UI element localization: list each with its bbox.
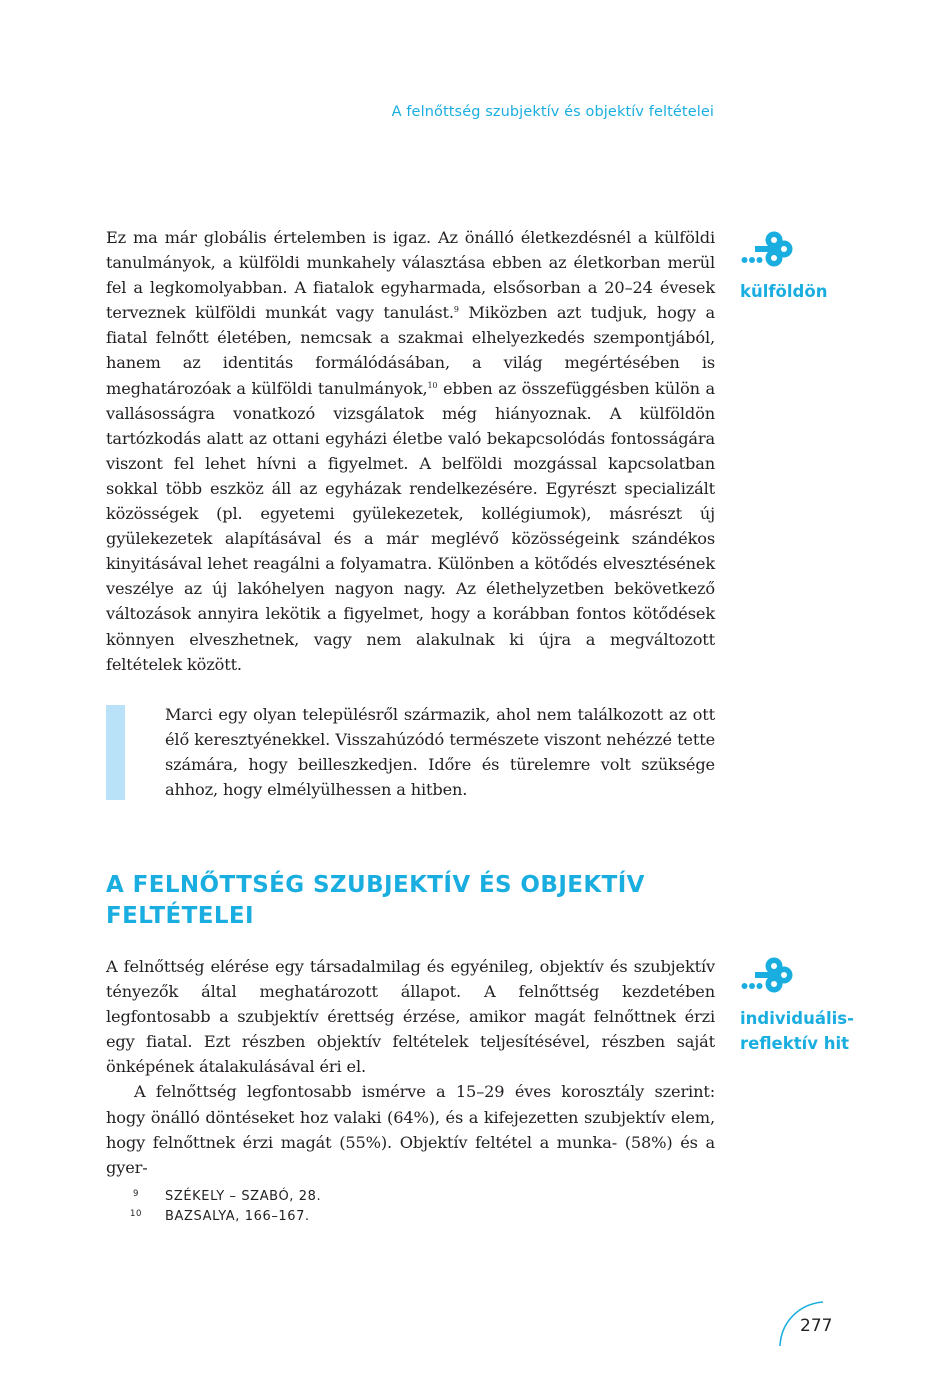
page-number: 277 [800, 1316, 833, 1336]
footnote-number: 10 [129, 1209, 143, 1219]
key-icon [741, 230, 793, 268]
para2-text: A felnőttség elérése egy társadalmilag és egyénileg, objektív és szubjektív tényezők által meghatározott állapot. A felnőttség kezdetében legfontosabb a szubjektív érettség érzése, amikor magát felnőttnek érzi egy fiatal. Ezt részben objektív feltételek teljesítésével, részben saját önképének átalakulásával éri el. [106, 957, 715, 1077]
footnote-ref-10[interactable]: 10 [427, 380, 438, 390]
body-paragraph-1 [106, 225, 715, 677]
footnote-text: SZÉKELY – SZABÓ, 28. [165, 1189, 322, 1204]
body-paragraph-2 [106, 954, 715, 1180]
footnote-number: 9 [132, 1189, 139, 1199]
section-title: A FELNŐTTSÉG SZUBJEKTÍV ÉS OBJEKTÍV FELTÉTELEI [106, 872, 645, 929]
margin-note-line-1: individuális- [740, 1009, 854, 1028]
para1-text-b: Miközben azt tudjuk, hogy a fiatal felnőtt életében, nemcsak a szakmai elhelyezkedés szempontjából, hanem az identitás formálódásában, a világ megértésében is meghatározóak a külföldi tanulmányok, [106, 303, 715, 398]
footnote-10 [122, 1207, 321, 1227]
para1-text-c: ebben az összefüggésben külön a vallásosságra vonatkozó vizsgálatok még hiányoznak. A külföldön tartózkodás alatt az ottani egyházi életbe való bekapcsolódás fontosságára viszont fel lehet hívni a figyelmet. A belföldi mozgással kapcsolatban sokkal több eszköz áll az egyházak rendelkezésére. Egyrészt specializált közösségek (pl. egyetemi gyülekezetek, kollégiumok), másrészt új gyülekezetek alapításával és a már meglévő közösségeink szándékos kinyitásával lehet reagálni a folyamatra. Különben a kötődés elvesztésének veszélye az új lakóhelyen nagyon nagy. Az élethelyzetben bekövetkező változások annyira lekötik a figyelmet, hogy a korábban fontos kötődések könnyen elveszhetnek, vagy nem alakulnak ki újra a megváltozott feltételek között. [106, 378, 715, 674]
footnotes [122, 1187, 321, 1227]
case-example-quote: Marci egy olyan településről származik, ahol nem találkozott az ott élő keresztyénekkel. Visszahúzódó természete viszont nehézzé tette számára, hogy beilleszkedjen. Időre és türelemre volt szüksége ahhoz, hogy elmélyülhessen a hitben. [165, 705, 715, 800]
footnote-text: BAZSALYA, 166–167. [165, 1209, 310, 1224]
para3-text: A felnőttség legfontosabb ismérve a 15–29 éves korosztály szerint: hogy önálló döntéseket hoz valaki (64%), és a kifejezetten szubjektív elem, hogy felnőttnek érzi magát (55%). Objektív feltétel a munka- (58%) és a gyer- [106, 1082, 715, 1177]
running-head: A felnőttség szubjektív és objektív feltételei [391, 104, 714, 120]
para1-text-a: Ez ma már globális értelemben is igaz. Az önálló életkezdésnél a külföldi tanulmányok, a külföldi munkahely választása ebben az életkorban merül fel a legkomolyabban. A fiatalok egyharmada, elsősorban a 20–24 évesek terveznek külföldi munkát vagy tanulást. [106, 228, 715, 323]
key-icon [741, 956, 793, 994]
footnote-ref-9[interactable]: 9 [453, 305, 459, 315]
footnote-9 [122, 1187, 321, 1207]
margin-note-line-2: reflektív hit [740, 1034, 850, 1053]
quote-bar [106, 705, 125, 800]
margin-note-individualis [740, 1006, 854, 1056]
margin-note-kulfoldon: külföldön [740, 282, 828, 301]
